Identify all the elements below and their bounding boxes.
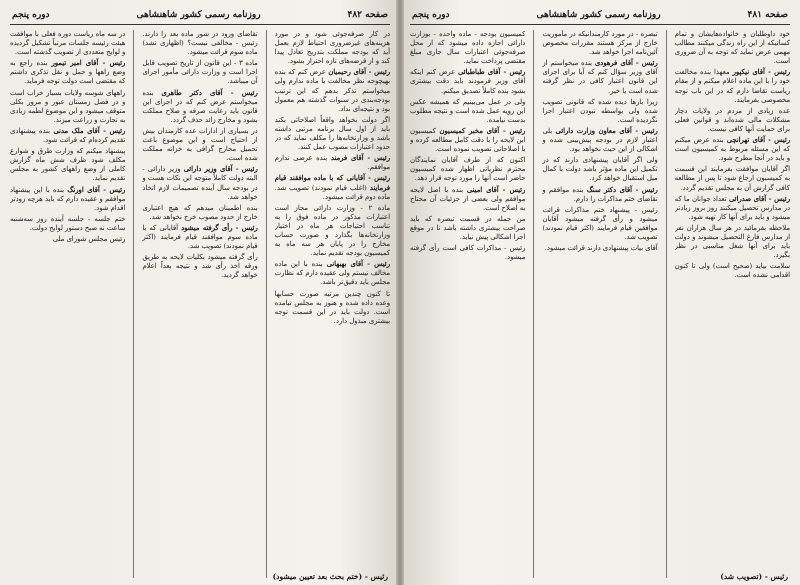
book-gutter [396,0,404,585]
paragraph: رئیس - آقای ملک مدنی بنده پیشنهادی تقدیم کرده‌ام که قرائت شود. [10,126,126,145]
paragraph: رئیس - آقای امینی بنده با اصل لایحه موافقم ولی بعضی از جزئیات آن محتاج به اصلاح است. [410,185,526,212]
left-newspaper-title: روزنامه رسمی کشور شاهنشاهی [136,10,261,20]
paragraph: ختم جلسه - جلسه آینده روز سه‌شنبه ساعت نه صبح دستور لوایح دولت. [10,214,126,232]
right-page-number: صفحه ۴۸۱ [747,10,788,20]
left-page-footer: رئیس - (ختم بحث بعد تعیین میشود) [272,572,388,581]
paragraph: رئیس - مذاکرات کافی است رأی گرفته میشود. [410,244,526,262]
right-issue-label: دوره پنجم [412,10,450,20]
paragraph: ماده ۳ - این قانون از تاریخ تصویب قابل اجرا است و وزارت دارائی مأمور اجرای آن میباشد. [142,59,258,86]
right-newspaper-title: روزنامه رسمی کشور شاهنشاهی [536,10,661,20]
column-divider [533,30,534,578]
paragraph: رئیس - آقای وزیر دارائی وزیر دارائی - البته دولت کاملاً متوجه این نکات هست و در بودجه سال آینده تصمیمات لازم اتخاذ خواهد شد. [142,165,258,201]
left-page-columns [10,30,390,578]
paragraph: ماده ۲ - وزارت دارائی مجاز است اعتبارات مذکور در ماده فوق را به تناسب احتیاجات هر ماه در اختیار وزارتخانه‌ها بگذارد و صورت حساب مخارج را در پایان هر سه ماه به کمیسیون بودجه تقدیم نماید. [274,203,390,258]
paragraph: رئیس - پیشنهاد ختم مذاکرات قرائت میشود و رأی گرفته میشود آقایان موافقین قیام فرمایند (اکثر قیام نمودند) تصویب شد. [542,205,658,241]
paragraph: تقاضای ورود در شور ماده بعد را دارند. رئیس - مخالفی نیست؟ (اظهاری نشد) ماده سوم قرائت میشود. [142,30,258,57]
paragraph: رئیس - آقایانی که با ماده موافقند قیام فرمایند (اغلب قیام نمودند) تصویب شد. ماده دوم قرائت میشود. [274,174,390,201]
left-column-2 [142,30,257,578]
paragraph: رئیس - رأی گرفته میشود آقایانی که با ماده سوم موافقند قیام فرمایند (اکثر قیام نمودند) تصویب شد. [142,223,258,251]
left-issue-label: دوره پنجم [12,10,50,20]
paragraph: رئیس - آقای نیکپور معهذا بنده مخالفت خود را با این ماده اعلام میکنم و از مقام ریاست تقاضا دارم که در این باب توجه مخصوصی بفرمایند. [674,68,790,104]
paragraph: رئیس مجلس شورای ملی [52,234,126,243]
left-column-1 [275,30,390,578]
paragraph: اگر دولت بخواهد واقعاً اصلاحاتی بکند باید از اول سال برنامه مرتبی داشته باشد و وزارتخانه‌ها را مکلف نماید که در حدود اعتبارات مصوب عمل کنند. [274,115,390,152]
paragraph: اگر آقایان موافقت بفرمایند این قسمت به کمیسیون ارجاع شود تا پس از مطالعه کافی گزارش آن به مجلس تقدیم گردد. [674,165,790,192]
paragraph: رئیس - آقای تهرانچی بنده عرض میکنم که این مسئله مربوط به کمیسیون است و باید در آنجا مطرح شود. [674,136,790,163]
paragraph: کمیسیون بودجه - ماده واحده - بوزارت دارائی اجازه داده میشود که از محل صرفه‌جوئی اعتبارات سال جاری مبلغ مقتضی پرداخت نماید. [410,30,526,66]
right-page-columns [410,30,790,578]
paragraph: رئیس - آقای طباطبائی عرض کنم اینکه آقای وزیر فرمودند باید دقت بیشتری بشود بنده کاملاً تصدیق میکنم. [410,68,526,95]
right-column-3 [410,30,525,578]
left-page-header [10,8,390,25]
left-column-3 [10,30,125,578]
paragraph: رئیس - آقای رحیمیان عرض کنم که بنده بهیچوجه نظر مخالفت با ماده ندارم ولی میخواستم تذکر بدهم که این ترتیب بودجه‌بندی در سنوات گذشته هم معمول بود و نتیجه‌ای نداد. [274,68,390,113]
right-column-1 [675,30,790,578]
right-page-footer: رئیس - (تصویب شد) [720,572,788,581]
right-page [400,0,800,585]
paragraph: ملاحظه بفرمائید در هر سال هزاران نفر از مدارس فارغ التحصیل میشوند و دولت باید برای آنها شغل مناسبی در نظر بگیرد. [674,223,790,260]
paragraph: رئیس - آقای بهبهانی بنده با این ماده مخالف نیستم ولی عقیده دارم که نظارت مجلس باید دقیق‌تر باشد. [274,260,390,287]
paragraph: پیشنهاد میکنم که وزارت طرق و شوارع مکلف شود ظرف شش ماه گزارش کاملی از وضع راههای کشور به مجلس تقدیم نماید. [10,147,126,183]
paragraph: سلامت بیاید (صحیح است) ولی تا کنون اقدامی نشده است. [674,262,790,280]
right-column-2 [542,30,657,578]
paragraph: رئیس - آقای صدرائی تعداد جوانان ما که در مدارس تحصیل میکنند روز بروز زیادتر میشود و باید برای آنها کار تهیه شود. [674,194,790,221]
column-divider [266,30,267,578]
paragraph: تبصره - در مورد کارمندانیکه در مأموریت خارج از مرکز هستند مقررات مخصوص آئین‌نامه اجرا خواهد شد. [542,30,658,57]
paragraph: من جمله در قسمت تبصره که باید صراحت بیشتری داشته باشد تا در موقع اجرا اشکالی پیش نیاید. [410,214,526,241]
paragraph: رئیس - آقای فرهودی بنده میخواستم از آقای وزیر سؤال کنم که آیا برای اجرای این قانون اعتبار کافی در نظر گرفته شده است یا خیر. [542,59,658,95]
paragraph: رئیس - آقای مخبر کمیسیون کمیسیون این لایحه را با دقت کامل مطالعه کرده و با اصلاحاتی تصویب نموده است. [410,126,526,154]
paragraph: رئیس - آقای فرمند بنده عرضی ندارم موافقم. [274,154,390,172]
paragraph: رئیس - آقای امیر تیمور بنده راجع به وضع راهها و حمل و نقل تذکری داشتم که مقتضی است دولت توجه فرماید. [10,59,126,86]
paragraph: رأی گرفته میشود بکلیات لایحه به طریق ورقه اخذ رأی شد و نتیجه بعداً اعلام خواهد گردید. [142,253,258,280]
column-divider [133,30,134,578]
paragraph: ولی اگر آقایان پیشنهادی دارند که در تکمیل این ماده مؤثر باشد دولت با کمال میل استقبال خواهد کرد. [542,156,658,183]
column-divider [666,30,667,578]
paragraph: در سه ماه ریاست دوره فعلی با موافقت هیئت رئیسه جلسات مرتباً تشکیل گردیده و لوایح متعددی از تصویب گذشته است. [10,30,126,57]
paragraph: در بسیاری از ادارات عده کارمندان بیش از احتیاج است و این موضوع باعث تحمیل مخارج گزافی به خزانه مملکت شده است. [142,126,258,163]
paragraph: خود داوطلبان و خانواده‌هایشان و تمام کسانیکه از این راه زندگی میکنند مطالب مهمی عرض نماید که توجه به آن ضروری است. [674,30,790,66]
paragraph: رئیس - آقای دکتر طاهری بنده میخواستم عرض کنم که در اجرای این قانون باید رعایت صرفه و صلاح مملکت بشود و مخارج زائد حذف گردد. [142,88,258,124]
paragraph: رئیس - آقای دکتر سنگ بنده موافقم و تقاضای ختم مذاکرات را دارم. [542,185,658,203]
paragraph: زیرا بارها دیده شده که قانونی تصویب شده ولی بواسطه نبودن اعتبار اجرا نگردیده است. [542,97,658,124]
left-page-number: صفحه ۴۸۲ [347,10,388,20]
paragraph: بنده اطمینان میدهم که هیچ اعتباری خارج از حدود مصوب خرج نخواهد شد. [142,203,258,221]
paragraph: آقای بیات پیشنهادی دارند قرائت میشود. [544,244,658,253]
paragraph: در کار صرفه‌جوئی شود و در مورد هزینه‌های غیرضروری احتیاط لازم بعمل آید که بودجه مملکت بتدریج تعادل پیدا کند و از قرضه‌های تازه احتراز بشود. [274,30,390,66]
right-page-header [410,8,790,25]
paragraph: اکنون که از طرف آقایان نمایندگان محترم نظریاتی اظهار شده کمیسیون حاضر است آنها را مورد توجه قرار دهد. [410,156,526,183]
paragraph: رئیس - آقای معاون وزارت دارائی بلی اعتبار لازم در بودجه پیش‌بینی شده و اشکالی از این حیث نخواهد بود. [542,126,658,154]
paragraph: ولی در عمل می‌بینیم که همیشه عکس این رویه عمل شده است و نتیجه مطلوب بدست نیامده. [410,97,526,124]
paragraph: عده زیادی از مردم در ولایات دچار مشکلات مالی شده‌اند و قوانین فعلی برای حمایت آنها کافی نیست. [674,106,790,133]
paragraph: راههای شوسه ولایات بسیار خراب است و در فصل زمستان عبور و مرور بکلی متوقف میشود و این موضوع لطمه زیادی به تجارت و زراعت میزند. [10,88,126,124]
paragraph: تا کنون چندین مرتبه صورت حسابها وعده داده شده و هنوز به مجلس نیامده است. دولت باید در این قسمت توجه بیشتری مبذول دارد. [274,289,390,325]
paragraph: رئیس - آقای اورنگ بنده با این پیشنهاد موافقم و عقیده دارم که باید هرچه زودتر اقدام شود. [10,185,126,212]
